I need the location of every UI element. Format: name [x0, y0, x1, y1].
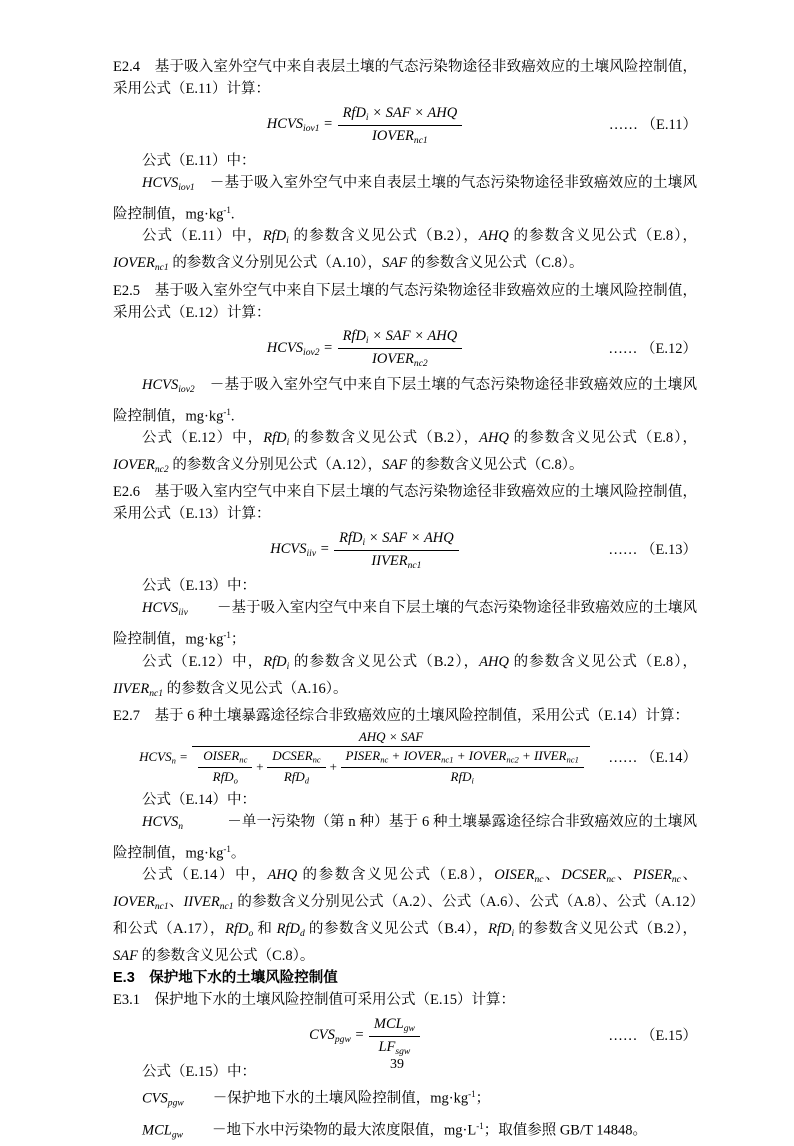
para-e26-intro	[113, 481, 697, 525]
para-e31-intro	[113, 989, 697, 1011]
text-run: =	[175, 748, 192, 764]
text-run: 公式（E.11）中：	[142, 153, 256, 169]
text-run: 的参数含义见公式（E.8），	[508, 429, 698, 446]
text-run: AHQ	[423, 529, 454, 546]
para-e12-params	[113, 427, 697, 481]
text-run: RfD	[488, 921, 512, 938]
text-run: iov2	[303, 346, 320, 358]
text-run: HCVS	[142, 813, 179, 830]
text-run: 和	[253, 921, 277, 938]
formula-lhs	[139, 749, 191, 764]
text-run: nc2	[506, 755, 519, 765]
fraction-numerator	[369, 1015, 420, 1037]
para-e11-note	[113, 150, 697, 172]
text-run: －基于吸入室外空气中来自表层土壤的气态污染物途径非致癌效应的土壤风险控制值，mg·kg	[113, 175, 697, 223]
text-run: d	[304, 775, 310, 786]
formula-lhs	[267, 340, 337, 356]
text-run: AHQ	[479, 653, 509, 670]
fraction-numerator	[334, 529, 459, 551]
text-run: 的参数含义见公式（E.8），	[508, 228, 697, 245]
text-run: IOVER	[403, 748, 442, 764]
text-run: 的参数含义分别见公式（A.12），	[168, 457, 383, 474]
text-run: 、	[680, 867, 698, 884]
text-run: HCVS	[142, 175, 179, 191]
text-run: ×	[410, 328, 428, 345]
fraction-denominator	[338, 126, 463, 147]
text-run: 的参数含义见公式（B.2），	[288, 228, 479, 245]
text-run: 的参数含义见公式（E.8），	[508, 653, 698, 670]
text-run: PISER	[633, 867, 672, 884]
text-run: ×	[410, 104, 428, 121]
text-run: AHQ	[267, 867, 298, 884]
text-run: －地下水中污染物的最大浓度限值，mg·L	[183, 1122, 477, 1138]
formula-expression	[267, 104, 463, 147]
formula-expression	[267, 327, 463, 370]
text-run: nc1	[149, 687, 164, 699]
text-run: ×	[368, 328, 386, 345]
text-run: E2.4 基于吸入室外空气中来自表层土壤的气态污染物途径非致癌效应的土壤风险控制值，采用公式（E.11）计算：	[113, 59, 697, 97]
text-run: CVS	[309, 1027, 335, 1044]
text-run: RfD	[342, 328, 366, 345]
text-run: HCVS	[270, 541, 307, 558]
text-run: 公式（E.15）中：	[142, 1064, 256, 1081]
text-run: MCL	[373, 1015, 404, 1032]
formula-e12	[113, 324, 697, 374]
text-run: =	[316, 541, 334, 558]
formula-fraction	[334, 529, 459, 572]
text-run: 公式（E.13）中：	[142, 578, 256, 595]
text-run: －基于吸入室内空气中来自下层土壤的气态污染物途径非致癌效应的土壤风险控制值，mg·kg	[113, 600, 697, 648]
text-run: IOVER	[468, 748, 507, 764]
formula-fraction	[369, 1015, 420, 1058]
text-run: 的参数含义分别见公式（A.2）、公式（A.6）、公式（A.8）、公式（A.12）和公式（A.17），	[113, 894, 698, 938]
fraction-denominator	[338, 349, 463, 370]
para-e11-params	[113, 225, 697, 279]
text-run: 、	[168, 894, 184, 911]
text-run: nc1	[407, 559, 422, 571]
formula-expression	[139, 729, 591, 786]
text-run: 的参数含义见公式（B.2），	[514, 921, 697, 938]
text-run: i	[286, 235, 289, 247]
text-run: IIVER	[183, 894, 220, 911]
text-run: 的参数含义见公式（C.8）。	[407, 255, 584, 272]
text-run: RfD	[450, 768, 472, 784]
fraction-denominator	[334, 551, 459, 572]
text-run: nc1	[154, 901, 169, 913]
text-run: nc1	[219, 901, 234, 913]
para-e14-def	[113, 811, 697, 864]
text-run: 的参数含义见公式（B.2），	[289, 429, 480, 446]
text-run: －单一污染物（第 n 种）基于 6 种土壤暴露途径综合非致癌效应的土壤风险控制值，mg·kg	[113, 813, 697, 862]
fraction-numerator	[267, 748, 326, 767]
text-run: IIVER	[113, 680, 150, 697]
text-run: .	[230, 407, 235, 424]
text-run: RfD	[263, 429, 287, 446]
text-run: ×	[368, 104, 386, 121]
text-run: SAF	[400, 729, 424, 745]
text-run: nc1	[154, 262, 169, 274]
text-run: E3.1 保护地下水的土壤风险控制值可采用公式（E.15）计算：	[113, 992, 515, 1009]
para-e15-def-mcl	[113, 1115, 697, 1146]
text-run: DCSER	[272, 748, 313, 764]
text-run: MCL	[142, 1122, 172, 1138]
text-run: iov2	[178, 383, 195, 395]
para-e14-params	[113, 864, 697, 967]
text-run: RfD	[262, 228, 287, 245]
text-run: i	[286, 660, 290, 672]
formula-number: …… （E.13）	[608, 542, 697, 559]
text-run: nc1	[566, 755, 579, 765]
text-run: IOVER	[113, 894, 155, 911]
formula-e14	[113, 727, 697, 789]
text-run: i	[362, 536, 366, 548]
text-run: HCVS	[266, 339, 304, 356]
formula-fraction	[338, 327, 463, 370]
text-run: nc	[671, 874, 681, 886]
text-run: 公式（E.12）中，	[142, 429, 264, 446]
text-run: iiv	[178, 607, 188, 619]
text-run: 的参数含义见公式（C.8）。	[137, 948, 315, 965]
text-run: 的参数含义见公式（C.8）。	[407, 457, 584, 474]
text-run: =	[319, 116, 337, 132]
formula-expression	[270, 529, 460, 572]
text-run: AHQ	[427, 104, 458, 121]
formula-e11	[113, 100, 697, 150]
text-run: 的参数含义见公式（E.8），	[297, 867, 495, 884]
plus-operator: +	[328, 759, 338, 775]
text-run: CVS	[142, 1090, 168, 1107]
text-run: 公式（E.14）中：	[142, 791, 256, 808]
text-run: gw	[403, 1022, 415, 1034]
sub-fraction-2	[267, 748, 326, 786]
text-run: sgw	[395, 1045, 411, 1057]
text-run: nc	[312, 755, 321, 765]
text-run: 的参数含义见公式（B.4），	[304, 921, 489, 938]
text-run: E2.7 基于 6 种土壤暴露途径综合非致癌效应的土壤风险控制值，采用公式（E.14）计算：	[113, 707, 689, 724]
text-run: d	[299, 928, 305, 940]
formula-expression	[309, 1015, 421, 1058]
text-run: n	[171, 755, 176, 766]
text-run: 。	[230, 845, 246, 862]
text-run: +	[518, 748, 535, 764]
text-run: IOVER	[372, 127, 414, 144]
text-run: =	[319, 339, 337, 356]
fraction-numerator	[192, 729, 590, 747]
text-run: ×	[365, 529, 383, 546]
text-run: IIVER	[534, 748, 567, 764]
fraction-numerator	[338, 104, 463, 126]
sub-fraction-1	[198, 748, 252, 786]
text-run: E.3 保护地下水的土壤风险控制值	[113, 970, 338, 987]
text-run: 公式（E.12）中，	[142, 653, 264, 670]
text-run: i	[365, 335, 369, 347]
text-run: DCSER	[561, 867, 607, 884]
formula-number: …… （E.14）	[608, 749, 697, 766]
fraction-denominator	[341, 768, 584, 786]
text-run: SAF	[382, 529, 408, 546]
para-e12-def	[113, 374, 697, 427]
text-run: +	[453, 748, 469, 764]
text-run: E2.5 基于吸入室外空气中来自下层土壤的气态污染物途径非致癌效应的土壤风险控制值，采用公式（E.12）计算：	[113, 282, 697, 321]
text-run: 、	[615, 867, 634, 884]
text-run: i	[286, 437, 290, 449]
formula-number: …… （E.15）	[608, 1028, 697, 1045]
text-run: ；	[230, 631, 246, 648]
fraction-numerator	[198, 748, 252, 767]
para-e13-params	[113, 651, 697, 705]
text-run: -1	[476, 1120, 484, 1131]
text-run: ；	[475, 1090, 491, 1107]
heading-e3	[113, 967, 697, 989]
para-e13-note	[113, 575, 697, 597]
text-run: HCVS	[266, 116, 304, 132]
plus-operator: +	[255, 759, 265, 775]
text-run: SAF	[385, 104, 411, 121]
formula-number: …… （E.11）	[608, 117, 697, 133]
text-run: n	[178, 820, 184, 832]
para-e25-intro	[113, 280, 697, 324]
formula-e13	[113, 525, 697, 575]
text-run: nc1	[441, 755, 454, 765]
para-e24-intro	[113, 56, 697, 100]
para-e13-def	[113, 597, 697, 650]
text-run: AHQ	[479, 429, 509, 446]
text-run: nc	[239, 755, 248, 765]
text-run: +	[388, 748, 404, 764]
text-run: 、	[543, 867, 562, 884]
text-run: E2.6 基于吸入室内空气中来自下层土壤的气态污染物途径非致癌效应的土壤风险控制值，采用公式（E.13）计算：	[113, 484, 697, 523]
text-run: i	[471, 775, 474, 786]
text-run: 的参数含义见公式（B.2），	[289, 653, 480, 670]
text-run: IOVER	[113, 457, 155, 474]
para-e11-def	[113, 172, 697, 225]
sub-fraction-3	[341, 748, 584, 786]
text-run: -1	[223, 406, 231, 417]
text-run: OISER	[494, 867, 535, 884]
text-run: o	[233, 775, 238, 786]
text-run: RfD	[212, 768, 234, 784]
para-e15-def-cvs	[113, 1083, 697, 1114]
text-run: SAF	[385, 328, 411, 345]
text-run: .	[230, 206, 235, 223]
text-run: －保护地下水的土壤风险控制值，mg·kg	[183, 1090, 469, 1107]
fraction-numerator	[341, 748, 584, 767]
text-run: RfD	[342, 104, 366, 121]
text-run: pgw	[167, 1097, 184, 1109]
text-run: IOVER	[113, 255, 155, 272]
text-run: nc2	[413, 358, 428, 370]
text-run: RfD	[339, 529, 363, 546]
para-e27-intro	[113, 705, 697, 727]
text-run: IOVER	[372, 351, 414, 368]
text-run: i	[511, 928, 515, 940]
text-run: -1	[223, 630, 231, 641]
text-run: OISER	[203, 748, 240, 764]
formula-fraction	[192, 729, 590, 786]
text-run: －基于吸入室外空气中来自下层土壤的气态污染物途径非致癌效应的土壤风险控制值，mg·kg	[113, 376, 697, 424]
text-run: i	[365, 111, 369, 123]
formula-fraction	[338, 104, 463, 147]
text-run: RfD	[263, 653, 287, 670]
text-run: o	[248, 928, 254, 940]
text-run: HCVS	[142, 376, 179, 393]
fraction-numerator	[338, 327, 463, 349]
fraction-denominator	[267, 768, 326, 786]
text-run: 的参数含义分别见公式（A.10），	[168, 255, 383, 272]
text-run: gw	[171, 1129, 183, 1141]
text-run: HCVS	[139, 748, 172, 764]
para-e14-note	[113, 789, 697, 811]
text-run: iov1	[303, 123, 320, 135]
text-run: nc	[606, 874, 616, 886]
text-run: -1	[468, 1089, 476, 1100]
formula-lhs	[270, 541, 334, 560]
text-run: RfD	[225, 921, 249, 938]
text-run: pgw	[334, 1034, 351, 1046]
formula-number: …… （E.12）	[608, 340, 697, 357]
text-run: -1	[223, 843, 231, 854]
text-run: iiv	[306, 548, 317, 560]
text-run: -1	[223, 205, 231, 216]
text-run: iov1	[178, 182, 195, 194]
formula-lhs	[266, 116, 337, 135]
text-run: AHQ	[427, 328, 458, 345]
text-run: SAF	[382, 255, 408, 272]
text-run: =	[350, 1027, 368, 1044]
text-run: LF	[378, 1038, 396, 1055]
text-run: nc1	[413, 134, 428, 146]
text-run: nc2	[154, 464, 169, 476]
fraction-denominator	[192, 747, 590, 786]
text-run: PISER	[345, 748, 381, 764]
text-run: ；取值参照 GB/T 14848。	[483, 1122, 647, 1138]
text-run: SAF	[113, 948, 138, 965]
text-run: RfD	[276, 921, 300, 938]
text-run: ×	[385, 729, 401, 745]
text-run: HCVS	[142, 600, 179, 617]
text-run: IIVER	[371, 552, 408, 569]
page-number: 39	[390, 1057, 404, 1072]
text-run: nc	[534, 874, 544, 886]
text-run: AHQ	[358, 729, 386, 745]
formula-lhs	[309, 1027, 368, 1046]
text-run: 公式（E.14）中，	[142, 867, 268, 884]
text-run: 的参数含义见公式（A.16）。	[163, 680, 348, 697]
text-run: SAF	[382, 457, 408, 474]
fraction-denominator	[198, 768, 252, 786]
text-run: nc	[380, 755, 389, 765]
text-run: ×	[407, 529, 424, 546]
text-run: 公式（E.11）中，	[142, 228, 263, 245]
text-run: RfD	[283, 768, 305, 784]
text-run: AHQ	[478, 228, 509, 245]
